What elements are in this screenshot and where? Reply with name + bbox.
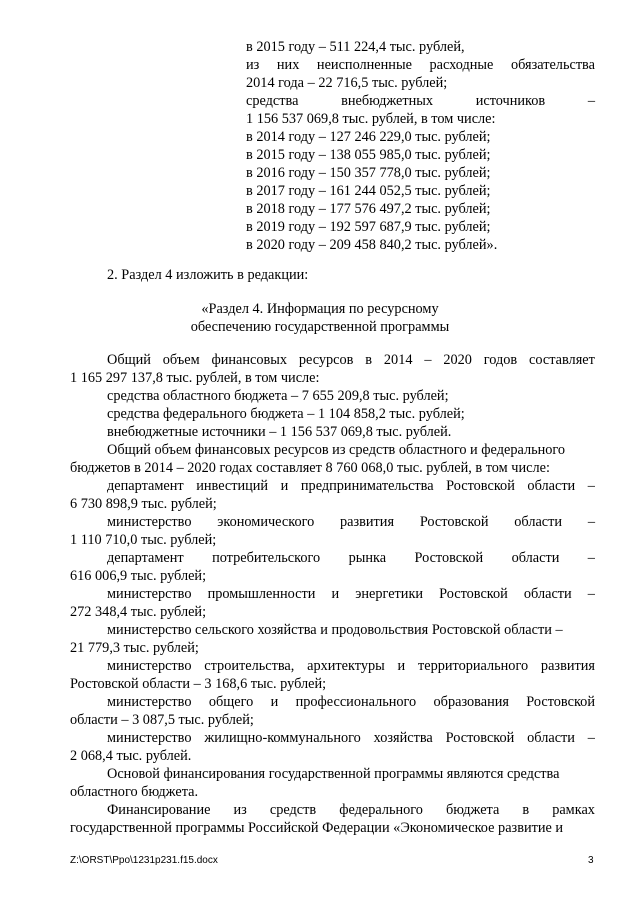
text-line: в 2017 году – 161 244 052,5 тыс. рублей; xyxy=(246,183,491,199)
paragraph-line: государственной программы Российской Федерации «Экономическое развитие и xyxy=(70,820,564,836)
section-title-line2: обеспечению государственной программы xyxy=(190,319,450,335)
paragraph-line: области – 3 087,5 тыс. рублей; xyxy=(70,712,254,728)
paragraph-line: 1 110 710,0 тыс. рублей; xyxy=(70,532,217,548)
paragraph-line: 1 165 297 137,8 тыс. рублей, в том числе: xyxy=(70,370,320,386)
paragraph-line: 21 779,3 тыс. рублей; xyxy=(70,640,199,656)
paragraph-line: областного бюджета. xyxy=(70,784,199,800)
page-number: 3 xyxy=(588,855,594,866)
paragraph-line: 6 730 898,9 тыс. рублей; xyxy=(70,496,217,512)
section-title-line1: «Раздел 4. Информация по ресурсному xyxy=(201,301,439,317)
paragraph-line: министерство общего и профессионального образования Ростовской xyxy=(107,694,595,710)
paragraph-line: 616 006,9 тыс. рублей; xyxy=(70,568,207,584)
text-line: в 2016 году – 150 357 778,0 тыс. рублей; xyxy=(246,165,491,181)
text-line-justified: средства внебюджетных источников – xyxy=(246,93,595,109)
text-line: в 2014 году – 127 246 229,0 тыс. рублей; xyxy=(246,129,491,145)
footer-file-path: Z:\ORST\Ppo\1231p231.f15.docx xyxy=(70,855,218,866)
paragraph-line: министерство экономического развития Ростовской области – xyxy=(107,514,595,530)
paragraph-line: Финансирование из средств федерального бюджета в рамках xyxy=(107,802,595,818)
text-line: 1 156 537 069,8 тыс. рублей, в том числе: xyxy=(246,111,496,127)
paragraph-line: средства областного бюджета – 7 655 209,8 тыс. рублей; xyxy=(107,388,449,404)
paragraph-line: средства федерального бюджета – 1 104 858,2 тыс. рублей; xyxy=(107,406,465,422)
paragraph-line: Ростовской области – 3 168,6 тыс. рублей; xyxy=(70,676,327,692)
paragraph-line: департамент инвестиций и предпринимательства Ростовской области – xyxy=(107,478,595,494)
text-line: в 2020 году – 209 458 840,2 тыс. рублей». xyxy=(246,237,498,253)
paragraph-line: Общий объем финансовых ресурсов в 2014 – 2020 годов составляет xyxy=(107,352,595,368)
paragraph-line: бюджетов в 2014 – 2020 годах составляет 8 760 068,0 тыс. рублей, в том числе: xyxy=(70,460,550,476)
paragraph-line: министерство промышленности и энергетики Ростовской области – xyxy=(107,586,595,602)
paragraph-line: министерство жилищно-коммунального хозяйства Ростовской области – xyxy=(107,730,595,746)
paragraph-line: внебюджетные источники – 1 156 537 069,8 тыс. рублей. xyxy=(107,424,452,440)
text-line-justified: из них неисполненные расходные обязательства xyxy=(246,57,595,73)
text-line: в 2015 году – 138 055 985,0 тыс. рублей; xyxy=(246,147,491,163)
paragraph-line: министерство строительства, архитектуры и территориального развития xyxy=(107,658,595,674)
paragraph-line: Основой финансирования государственной программы являются средства xyxy=(107,766,560,782)
text-line: в 2019 году – 192 597 687,9 тыс. рублей; xyxy=(246,219,491,235)
text-line: 2014 года – 22 716,5 тыс. рублей; xyxy=(246,75,448,91)
paragraph-line: 2 068,4 тыс. рублей. xyxy=(70,748,192,764)
text-line: в 2018 году – 177 576 497,2 тыс. рублей; xyxy=(246,201,491,217)
paragraph-line: департамент потребительского рынка Ростовской области – xyxy=(107,550,595,566)
amendment-item: 2. Раздел 4 изложить в редакции: xyxy=(107,267,309,283)
text-line: в 2015 году – 511 224,4 тыс. рублей, xyxy=(246,39,465,55)
paragraph-line: Общий объем финансовых ресурсов из средств областного и федерального xyxy=(107,442,566,458)
paragraph-line: 272 348,4 тыс. рублей; xyxy=(70,604,207,620)
paragraph-line: министерство сельского хозяйства и продовольствия Ростовской области – xyxy=(107,622,563,638)
